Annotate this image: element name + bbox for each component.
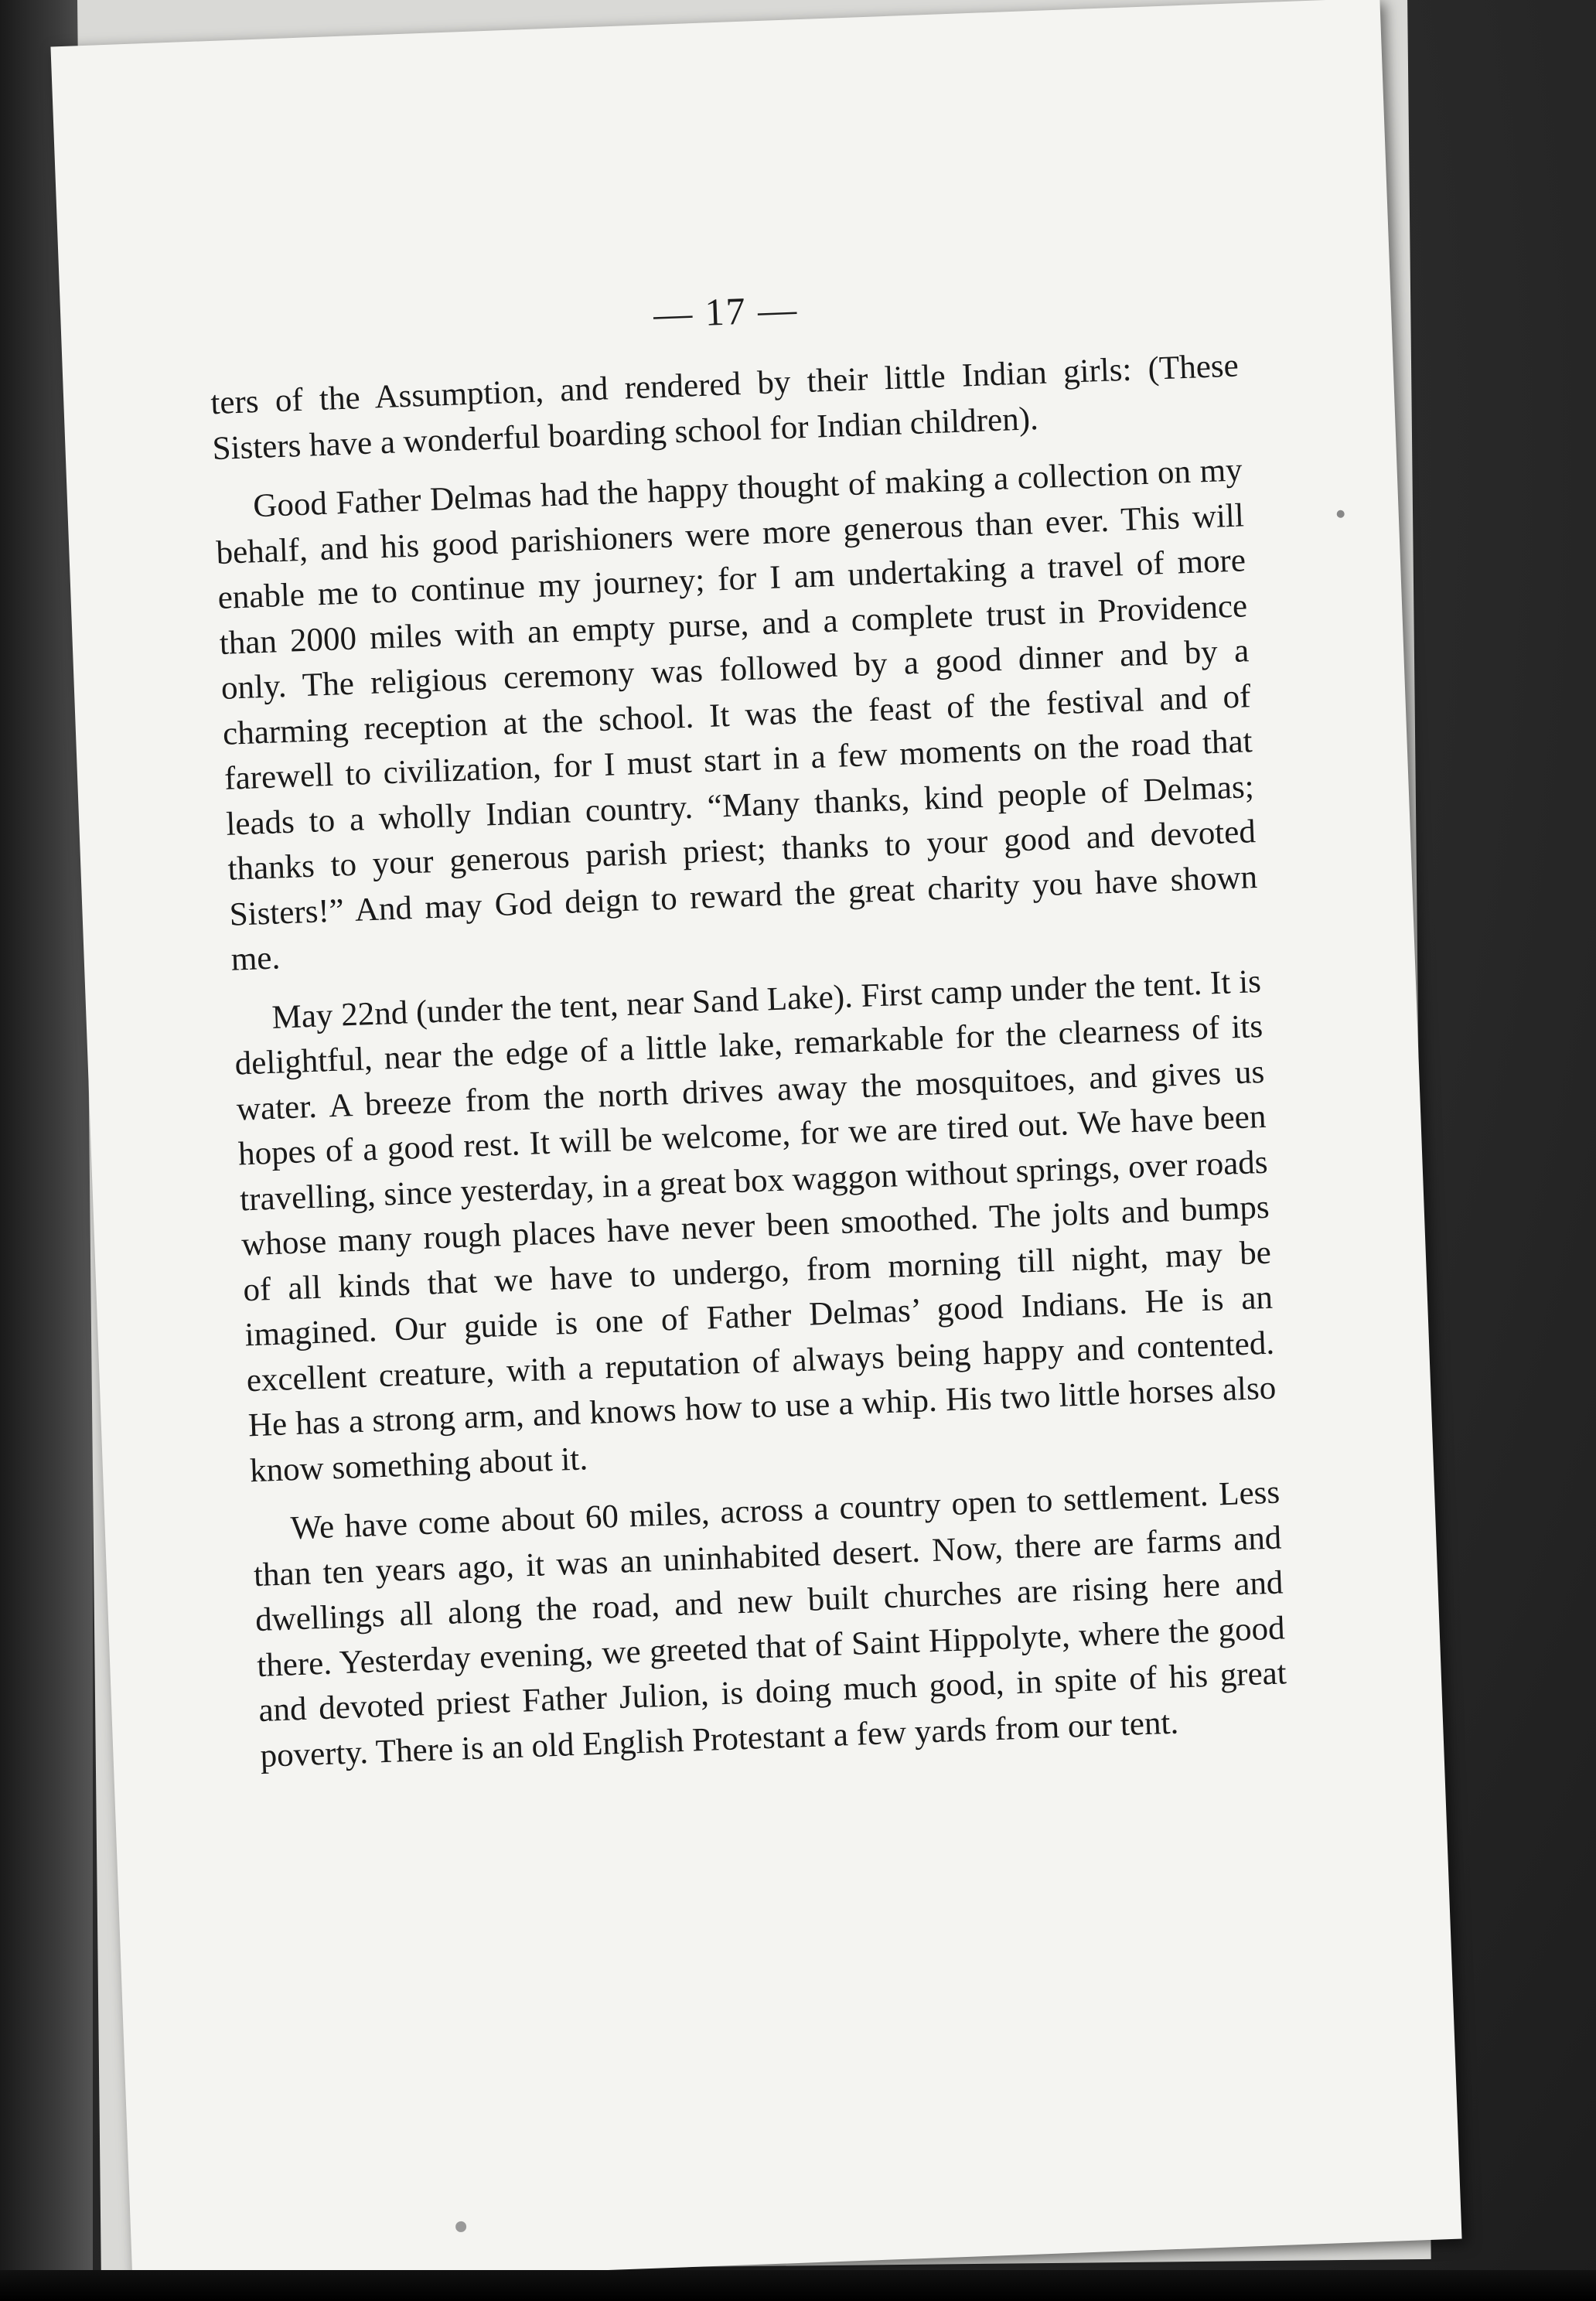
paragraph-father-delmas: Good Father Delmas had the happy thought of making a collection on my behalf, and his good parishioners were more generous than ever. This will enable me to continue my journey; for I am undertaking a travel of more than 2000 miles with an empty purse, and a complete trust in Providence only. The religious ceremony was followed by a good dinner and by a charming reception at the school. It was the feast of the festival and of farewell to civilization, for I must start in a few moments on the road that leads to a wholly Indian country. “Many thanks, kind people of Delmas; thanks to your generous parish priest; thanks to your good and devoted Sisters!” And may God deign to reward the great charity you have shown me.: [215, 452, 1258, 978]
paper-speck: [455, 2221, 467, 2233]
paragraph-may-22nd: May 22nd (under the tent, near Sand Lake). First camp under the tent. It is delightful, near the edge of a little lake, remarkable for the clearness of its water. A breeze from the north drives away the mosquitoes, and gives us hopes of a good rest. It will be welcome, for we are tired out. We have been travelling, since yesterday, in a great box waggon without springs, over roads whose many rough places have never been smoothed. The jolts and bumps of all kinds that we have to undergo, from morning till night, may be imagined. Our guide is one of Father Delmas’ good Indians. He is an excellent creature, with a reputation of always being happy and contented. He has a strong arm, and knows how to use a whip. His two little horses also know something about it.: [234, 963, 1277, 1489]
paragraph-sixty-miles: We have come about 60 miles, across a country open to settlement. Less than ten years ago, it was an uninhabited desert. Now, there are farms and dwellings all along the road, and new built churches are rising here and there. Yesterday evening, we greeted that of Saint Hippolyte, where the good and devoted priest Father Julion, is doing much good, in spite of his great poverty. There is an old English Protestant a few yards from our tent.: [253, 1474, 1287, 1774]
paper-speck: [1337, 510, 1345, 518]
film-edge: [0, 2270, 1596, 2301]
paragraph-continuation: ters of the Assumption, and rendered by their little Indian girls: (These Sisters have a wonderful boarding school for Indian children).: [210, 347, 1240, 467]
page-number: — 17 —: [653, 287, 800, 336]
body-text: [210, 343, 1289, 1793]
book-page: [50, 0, 1461, 2288]
